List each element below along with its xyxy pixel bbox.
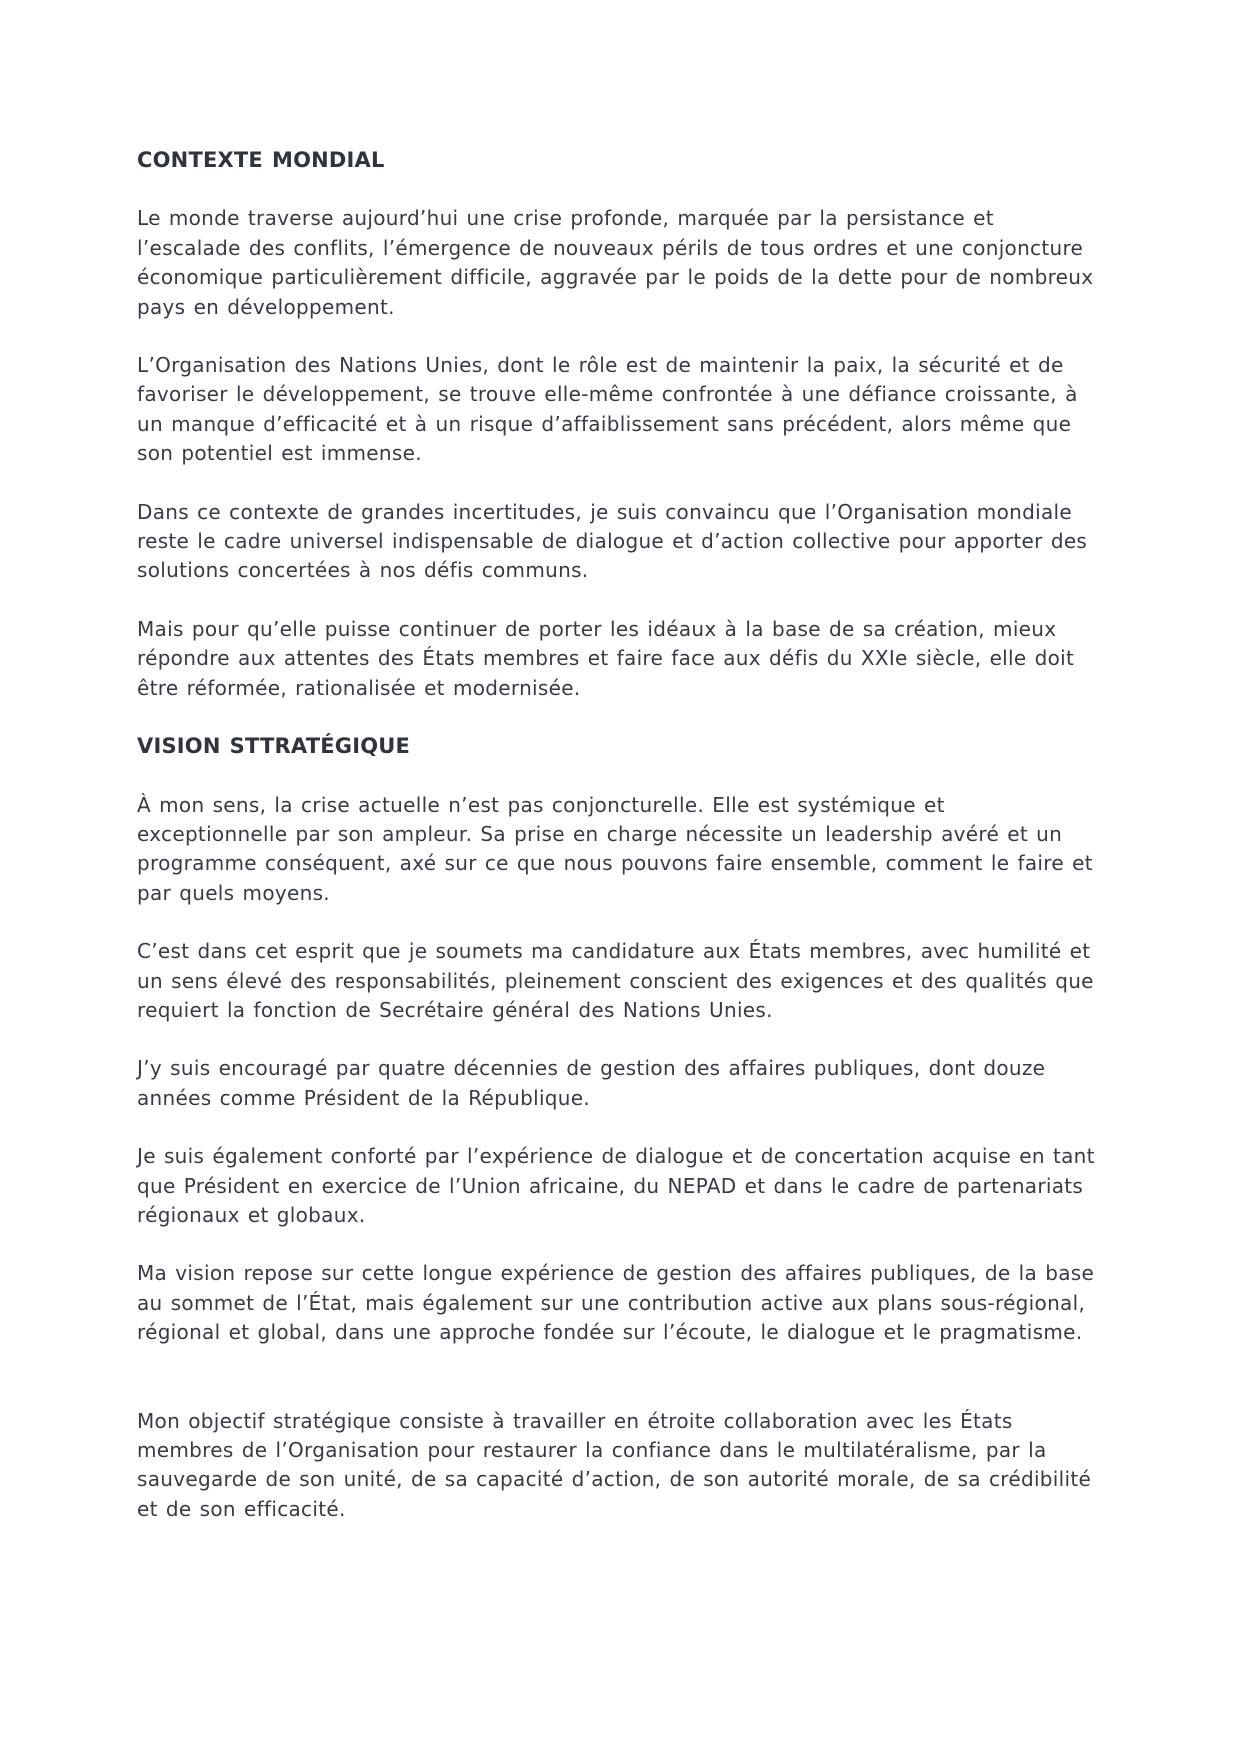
section-heading: VISION STTRATÉGIQUE [137, 734, 411, 759]
body-paragraph: C’est dans cet esprit que je soumets ma candidature aux États membres, avec humilité et un sens élevé des responsabilités, pleinement conscient des exigences et des qualités que requiert la fonction de Secrétaire général des Nations Unies. [137, 939, 1094, 1022]
body-paragraph: Je suis également conforté par l’expérience de dialogue et de concertation acquise en tant que Président en exercice de l’Union africaine, du NEPAD et dans le cadre de partenariats régionaux et globaux. [137, 1144, 1095, 1227]
body-paragraph: À mon sens, la crise actuelle n’est pas conjoncturelle. Elle est systémique et exceptionnelle par son ampleur. Sa prise en charge nécessite un leadership avéré et un programme conséquent, axé sur ce que nous pouvons faire ensemble, comment le faire et par quels moyens. [137, 792, 1093, 905]
section-heading: CONTEXTE MONDIAL [137, 148, 385, 172]
body-paragraph: J’y suis encouragé par quatre décennies de gestion des affaires publiques, dont douze années comme Président de la République. [137, 1056, 1046, 1110]
body-paragraph: Le monde traverse aujourd’hui une crise profonde, marquée par la persistance et l’escalade des conflits, l’émergence de nouveaux périls de tous ordres et une conjoncture économique particulièrement difficile, aggravée par le poids de la dette pour de nombreux pays en développement. [137, 206, 1094, 319]
body-paragraph: Dans ce contexte de grandes incertitudes, je suis convaincu que l’Organisation mondiale reste le cadre universel indispensable de dialogue et d’action collective pour apporter des solutions concertées à nos défis communs. [137, 499, 1088, 583]
body-paragraph: Mais pour qu’elle puisse continuer de porter les idéaux à la base de sa création, mieux répondre aux attentes des États membres et faire face aux défis du XXIe siècle, elle doit être réformée, rationalisée et modernisée. [137, 616, 1075, 700]
body-paragraph: L’Organisation des Nations Unies, dont le rôle est de maintenir la paix, la sécurité et de favoriser le développement, se trouve elle-même confrontée à une défiance croissante, à un manque d’efficacité et à un risque d’affaiblissement sans précédent, alors même que son potentiel est immense. [137, 353, 1078, 466]
body-paragraph: Ma vision repose sur cette longue expérience de gestion des affaires publiques, de la base au sommet de l’État, mais également sur une contribution active aux plans sous-régional, régional et global, dans une approche fondée sur l’écoute, le dialogue et le pragmatisme. [137, 1261, 1095, 1345]
document-content [137, 146, 1100, 1524]
body-paragraph: Mon objectif stratégique consiste à travailler en étroite collaboration avec les États membres de l’Organisation pour restaurer la confiance dans le multilatéralisme, par la sauvegarde de son unité, de sa capacité d’action, de son autorité morale, de sa crédibilité et de son efficacité. [137, 1408, 1092, 1521]
